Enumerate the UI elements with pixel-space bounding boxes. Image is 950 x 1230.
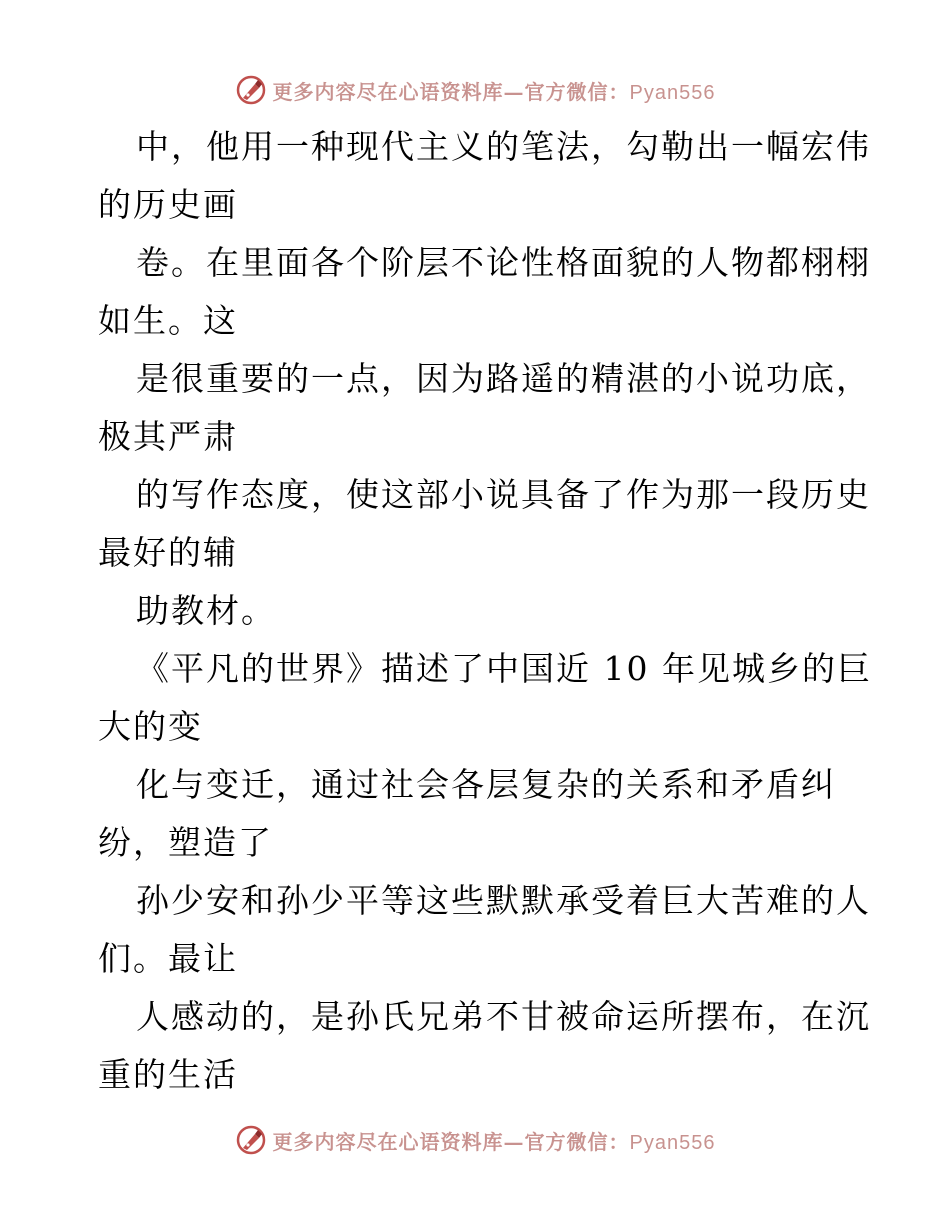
text-line: 卷。在里面各个阶层不论性格面貌的人物都栩栩 [136, 243, 871, 282]
text-line: 的历史画 [98, 185, 238, 224]
text-line: 是很重要的一点，因为路遥的精湛的小说功底， [136, 359, 871, 398]
document-body [98, 118, 872, 1104]
text-line: 助教材。 [136, 591, 276, 630]
text-line: 中，他用一种现代主义的笔法，勾勒出一幅宏伟 [136, 127, 871, 166]
text-line: 们。最让 [98, 939, 238, 978]
text-line: 重的生活 [98, 1055, 238, 1094]
text-line: 化与变迁，通过社会各层复杂的关系和矛盾纠 [136, 765, 836, 804]
text-line: 纷，塑造了 [98, 823, 273, 862]
watermark-id: Pyan556 [629, 1131, 716, 1154]
pen-nib-logo-icon [235, 74, 267, 106]
text-line: 大的变 [98, 707, 203, 746]
text-line: 如生。这 [98, 301, 238, 340]
watermark-text: 更多内容尽在心语资料库—官方微信：Pyan556 [272, 79, 716, 104]
text-line: 的写作态度，使这部小说具备了作为那一段历史 [136, 475, 871, 514]
text-line: 孙少安和孙少平等这些默默承受着巨大苦难的人 [136, 881, 871, 920]
watermark-text: 更多内容尽在心语资料库—官方微信：Pyan556 [272, 1129, 716, 1154]
text-line: 最好的辅 [98, 533, 238, 572]
text-line: 人感动的，是孙氏兄弟不甘被命运所摆布，在沉 [136, 997, 871, 1036]
text-line: 极其严肃 [98, 417, 238, 456]
header-watermark [0, 70, 950, 110]
watermark-id: Pyan556 [629, 81, 716, 104]
pen-nib-logo-icon [235, 1124, 267, 1156]
footer-watermark [0, 1120, 950, 1160]
text-line: 《平凡的世界》描述了中国近 10 年见城乡的巨 [136, 649, 872, 688]
